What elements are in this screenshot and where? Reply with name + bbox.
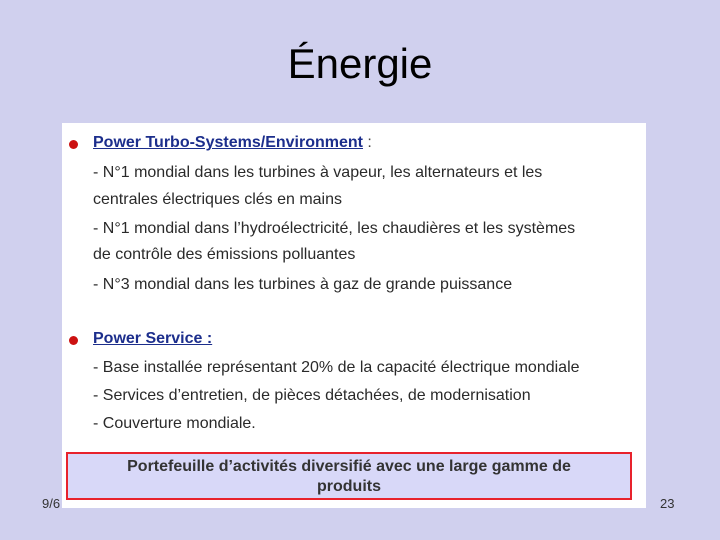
- section-line: centrales électriques clés en mains: [93, 191, 343, 208]
- section-heading-service-text: Power Service :: [93, 330, 213, 347]
- callout-line-1: Portefeuille d’activités diversifié avec une large gamme de: [127, 458, 571, 475]
- section-line: - Services d’entretien, de pièces détachées, de modernisation: [93, 387, 531, 404]
- footer-date: 9/6: [42, 496, 61, 511]
- callout-box: [66, 452, 632, 500]
- bullet-icon: [69, 140, 78, 149]
- section-line: de contrôle des émissions polluantes: [93, 246, 356, 263]
- section-heading-turbo-text: Power Turbo-Systems/Environment: [93, 134, 363, 151]
- callout-line-2: produits: [317, 478, 381, 495]
- section-heading-turbo: [93, 134, 372, 152]
- section-line: - Couverture mondiale.: [93, 415, 256, 432]
- bullet-icon: [69, 336, 78, 345]
- content-panel: [62, 123, 646, 508]
- section-heading-service: [93, 330, 212, 348]
- section-heading-turbo-suffix: :: [362, 134, 372, 151]
- page-number: 23: [660, 496, 675, 511]
- slide-title: Énergie: [287, 40, 433, 87]
- section-line: - N°3 mondial dans les turbines à gaz de grande puissance: [93, 276, 513, 293]
- section-line: - N°1 mondial dans l’hydroélectricité, les chaudières et les systèmes: [93, 220, 576, 237]
- section-line: - N°1 mondial dans les turbines à vapeur, les alternateurs et les: [93, 164, 543, 181]
- section-line: - Base installée représentant 20% de la capacité électrique mondiale: [93, 359, 580, 376]
